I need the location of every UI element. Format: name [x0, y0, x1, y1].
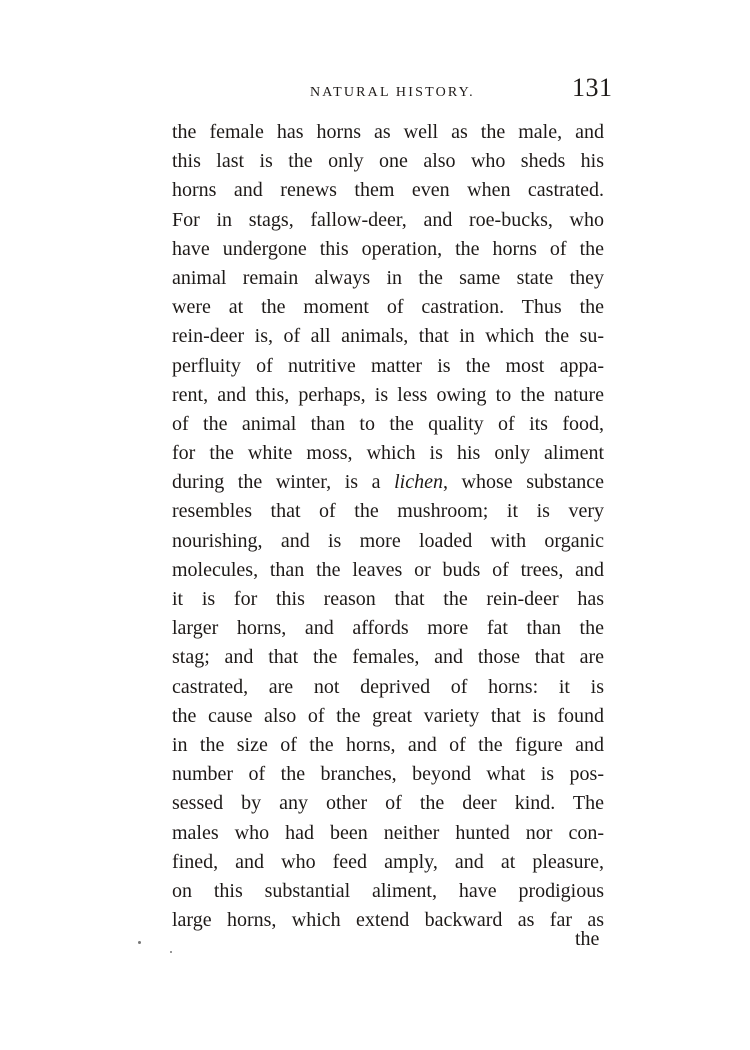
text-line: animal remain always in the same state they — [172, 266, 604, 289]
text-line: For in stags, fallow-deer, and roe-bucks, who — [172, 208, 604, 231]
text-line: horns and renews them even when castrated. — [172, 179, 604, 202]
text-line: have undergone this operation, the horns of the — [172, 237, 604, 260]
text-segment: during the winter, is a — [172, 471, 395, 494]
text-line: were at the moment of castration. Thus the — [172, 296, 604, 319]
italic-term: lichen — [394, 471, 443, 494]
text-line — [172, 468, 604, 497]
text-line: stag; and that the females, and those that are — [172, 646, 604, 669]
text-line: on this substantial aliment, have prodigious — [172, 879, 604, 902]
text-line: sessed by any other of the deer kind. The — [172, 792, 604, 815]
text-line: molecules, than the leaves or buds of trees, and — [172, 558, 604, 581]
catchword: the — [575, 928, 600, 950]
text-line: the cause also of the great variety that is found — [172, 704, 604, 727]
text-line: in the size of the horns, and of the figure and — [172, 733, 604, 756]
ink-speck — [138, 941, 141, 944]
text-line: number of the branches, beyond what is pos- — [172, 763, 604, 786]
text-line: this last is the only one also who sheds his — [172, 150, 604, 173]
text-line: larger horns, and affords more fat than the — [172, 617, 604, 640]
text-line: males who had been neither hunted nor con- — [172, 821, 604, 844]
running-head: NATURAL HISTORY. — [310, 85, 475, 100]
text-line: nourishing, and is more loaded with organic — [172, 529, 604, 552]
text-line: rent, and this, perhaps, is less owing to the nature — [172, 383, 604, 406]
text-line: it is for this reason that the rein-deer has — [172, 588, 604, 610]
text-line: perfluity of nutritive matter is the most appa- — [172, 354, 604, 377]
page-number: 131 — [572, 73, 613, 102]
text-line: rein-deer is, of all animals, that in which the su- — [172, 325, 604, 348]
text-line: large horns, which extend backward as far as — [172, 909, 604, 932]
text-segment: , whose substance — [442, 471, 604, 494]
text-line: fined, and who feed amply, and at pleasure, — [172, 850, 604, 873]
ink-speck — [170, 951, 172, 953]
text-line: of the animal than to the quality of its food, — [172, 412, 604, 435]
text-line: resembles that of the mushroom; it is very — [172, 500, 604, 523]
body-text — [172, 118, 604, 935]
text-line: the female has horns as well as the male, and — [172, 121, 604, 143]
text-line: castrated, are not deprived of horns: it is — [172, 675, 604, 698]
text-line: for the white moss, which is his only aliment — [172, 442, 604, 465]
